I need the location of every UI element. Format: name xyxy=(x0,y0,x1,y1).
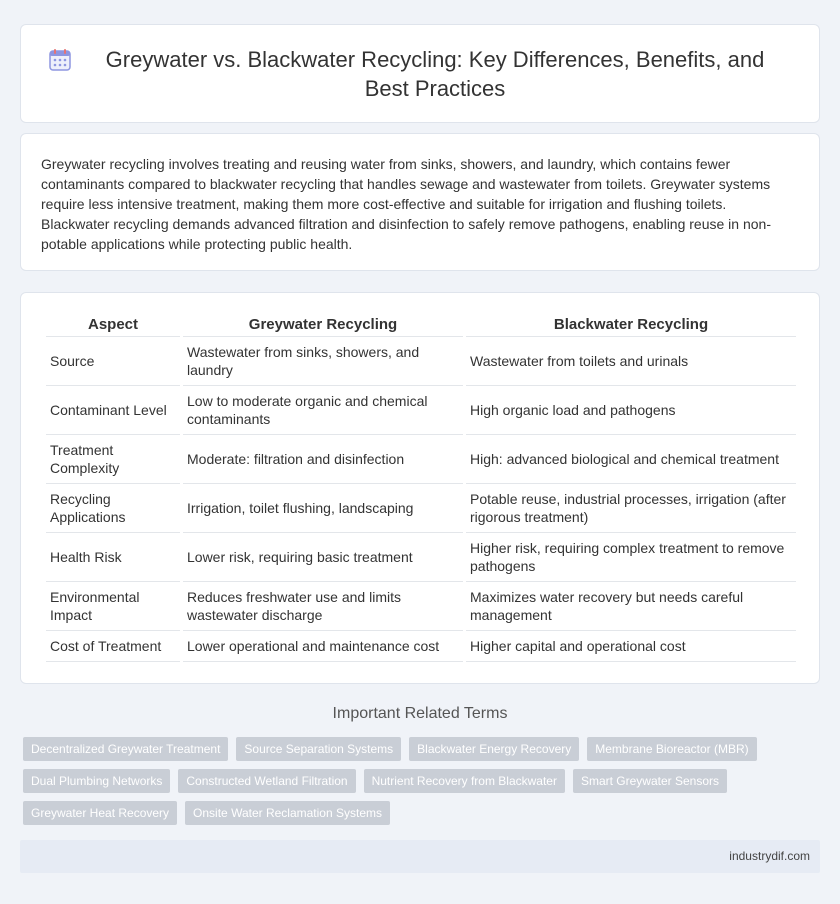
cell-aspect: Source xyxy=(46,337,180,386)
cell-aspect: Treatment Complexity xyxy=(46,435,180,484)
intro-card xyxy=(20,133,820,271)
table-row xyxy=(46,631,796,662)
term-tag[interactable]: Smart Greywater Sensors xyxy=(573,769,727,793)
cell-blackwater: Wastewater from toilets and urinals xyxy=(466,337,796,386)
calendar-icon xyxy=(47,47,73,73)
footer-site-link[interactable]: industrydif.com xyxy=(729,849,810,863)
footer xyxy=(20,840,820,873)
cell-aspect: Recycling Applications xyxy=(46,484,180,533)
table-row xyxy=(46,582,796,631)
cell-blackwater: High organic load and pathogens xyxy=(466,386,796,435)
term-tag[interactable]: Dual Plumbing Networks xyxy=(23,769,170,793)
header-greywater: Greywater Recycling xyxy=(183,315,463,337)
related-terms-list xyxy=(23,737,783,825)
cell-greywater: Low to moderate organic and chemical contaminants xyxy=(183,386,463,435)
cell-aspect: Health Risk xyxy=(46,533,180,582)
cell-blackwater: Higher risk, requiring complex treatment to remove pathogens xyxy=(466,533,796,582)
cell-blackwater: Potable reuse, industrial processes, irrigation (after rigorous treatment) xyxy=(466,484,796,533)
table-row xyxy=(46,337,796,386)
term-tag[interactable]: Constructed Wetland Filtration xyxy=(178,769,355,793)
term-tag[interactable]: Onsite Water Reclamation Systems xyxy=(185,801,390,825)
term-tag[interactable]: Source Separation Systems xyxy=(236,737,401,761)
header-blackwater: Blackwater Recycling xyxy=(466,315,796,337)
cell-greywater: Lower operational and maintenance cost xyxy=(183,631,463,662)
title-row xyxy=(21,45,819,103)
cell-blackwater: Maximizes water recovery but needs careful management xyxy=(466,582,796,631)
comparison-card xyxy=(20,292,820,684)
term-tag[interactable]: Greywater Heat Recovery xyxy=(23,801,177,825)
intro-paragraph: Greywater recycling involves treating and reusing water from sinks, showers, and laundry, which contains fewer contaminants compared to blackwater recycling that handles sewage and wastewater from toilets. Greywater systems require less intensive treatment, making them more cost-effective and suitable for irrigation and flushing toilets. Blackwater recycling demands advanced filtration and disinfection to safely remove pathogens, enabling reuse in non-potable applications while protecting public health. xyxy=(41,156,771,252)
cell-greywater: Lower risk, requiring basic treatment xyxy=(183,533,463,582)
cell-blackwater: Higher capital and operational cost xyxy=(466,631,796,662)
page-title: Greywater vs. Blackwater Recycling: Key Differences, Benefits, and Best Practices xyxy=(105,47,765,101)
table-row xyxy=(46,533,796,582)
cell-aspect: Cost of Treatment xyxy=(46,631,180,662)
term-tag[interactable]: Nutrient Recovery from Blackwater xyxy=(364,769,565,793)
term-tag[interactable]: Membrane Bioreactor (MBR) xyxy=(587,737,756,761)
cell-aspect: Environmental Impact xyxy=(46,582,180,631)
header-card xyxy=(20,24,820,123)
term-tag[interactable]: Decentralized Greywater Treatment xyxy=(23,737,228,761)
cell-greywater: Reduces freshwater use and limits wastewater discharge xyxy=(183,582,463,631)
table-header-row xyxy=(46,315,796,337)
cell-greywater: Moderate: filtration and disinfection xyxy=(183,435,463,484)
header-aspect: Aspect xyxy=(46,315,180,337)
table-row xyxy=(46,435,796,484)
cell-aspect: Contaminant Level xyxy=(46,386,180,435)
related-terms-title: Important Related Terms xyxy=(332,705,508,722)
term-tag[interactable]: Blackwater Energy Recovery xyxy=(409,737,579,761)
cell-blackwater: High: advanced biological and chemical treatment xyxy=(466,435,796,484)
table-row xyxy=(46,484,796,533)
cell-greywater: Wastewater from sinks, showers, and laundry xyxy=(183,337,463,386)
comparison-table xyxy=(43,315,799,662)
table-row xyxy=(46,386,796,435)
cell-greywater: Irrigation, toilet flushing, landscaping xyxy=(183,484,463,533)
